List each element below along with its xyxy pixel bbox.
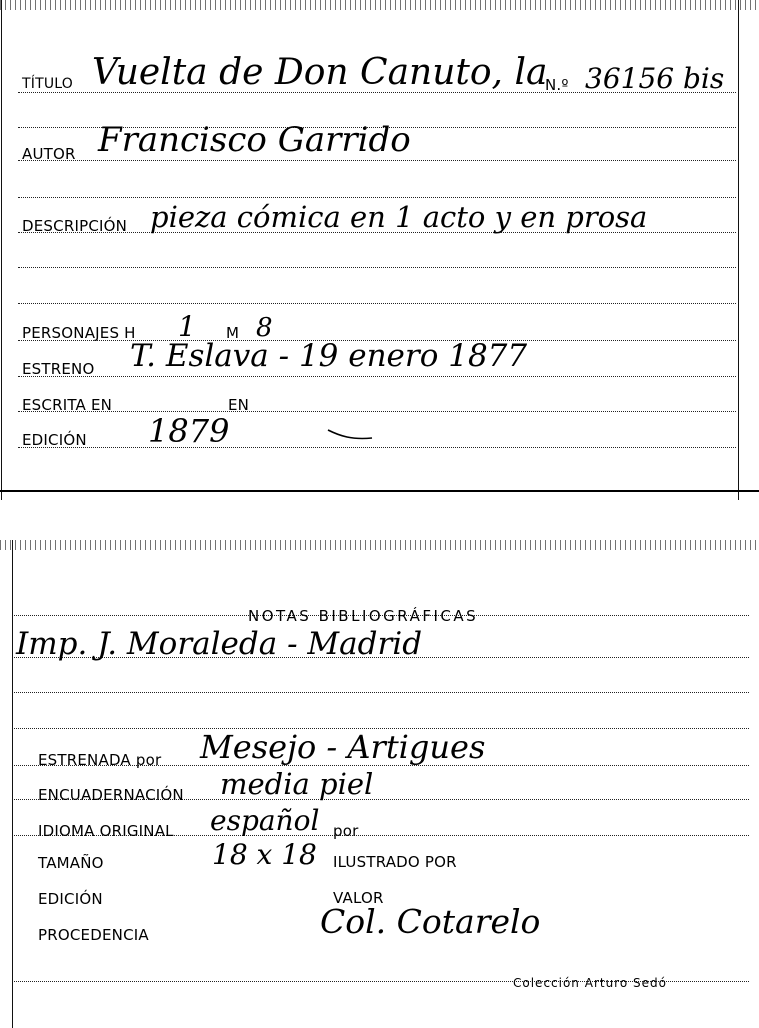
catalog-card-back (0, 540, 759, 1028)
collection-credit: Colección Arturo Sedó (513, 976, 667, 990)
procedencia-value: Col. Cotarelo (320, 902, 541, 941)
estreno-label: ESTRENO (22, 360, 95, 378)
valor-label: VALOR (333, 889, 384, 907)
procedencia-label: PROCEDENCIA (38, 926, 149, 944)
titulo-label: TÍTULO (22, 76, 73, 92)
estreno-value: T. Eslava - 19 enero 1877 (130, 338, 528, 374)
notas-heading: NOTAS BIBLIOGRÁFICAS (248, 607, 479, 625)
ruled-line (14, 692, 749, 693)
idioma-label: IDIOMA ORIGINAL (38, 822, 174, 840)
card-left-border (1, 0, 2, 500)
descripcion-value: pieza cómica en 1 acto y en prosa (150, 200, 648, 234)
card-top-edge (0, 0, 759, 10)
personajes-m-label: M (226, 324, 240, 342)
autor-label: AUTOR (22, 145, 76, 163)
card-top-edge (0, 540, 759, 550)
escrita-en-label: EN (228, 396, 250, 414)
numero-value: 36156 bis (585, 62, 725, 95)
ilustrado-label: ILUSTRADO POR (333, 853, 457, 871)
notas-value: Imp. J. Moraleda - Madrid (16, 626, 423, 662)
edicion-label: EDICIÓN (38, 890, 103, 908)
encuadernacion-value: media piel (220, 767, 374, 801)
ruled-line (18, 376, 736, 377)
card-left-border (12, 540, 13, 1028)
por-label: por (333, 822, 359, 840)
edicion-label: EDICIÓN (22, 431, 87, 449)
estrenada-label: ESTRENADA por (38, 751, 162, 769)
escrita-label: ESCRITA EN (22, 396, 113, 414)
personajes-m-value: 8 (256, 313, 273, 343)
catalog-card-front (0, 0, 759, 500)
card-bottom-edge (0, 490, 759, 492)
card-right-border (738, 0, 739, 500)
personajes-label: PERSONAJES H (22, 324, 136, 342)
numero-label: N.º (545, 76, 569, 94)
ruled-line (18, 447, 736, 448)
personajes-h-value: 1 (178, 310, 196, 343)
titulo-value: Vuelta de Don Canuto, la (92, 52, 548, 93)
idioma-value: español (210, 804, 320, 837)
tamano-value: 18 x 18 (212, 838, 317, 871)
tamano-label: TAMAÑO (38, 854, 104, 872)
ruled-line (18, 160, 736, 161)
estrenada-value: Mesejo - Artigues (200, 728, 486, 766)
edicion-value: 1879 (148, 412, 230, 450)
ruled-line (18, 197, 736, 198)
descripcion-label: DESCRIPCIÓN (22, 217, 128, 235)
ruled-line (18, 303, 736, 304)
encuadernacion-label: ENCUADERNACIÓN (38, 786, 184, 804)
autor-value: Francisco Garrido (98, 120, 411, 160)
ruled-line (18, 267, 736, 268)
pen-stroke-mark (326, 426, 374, 442)
ruled-line (18, 411, 736, 412)
